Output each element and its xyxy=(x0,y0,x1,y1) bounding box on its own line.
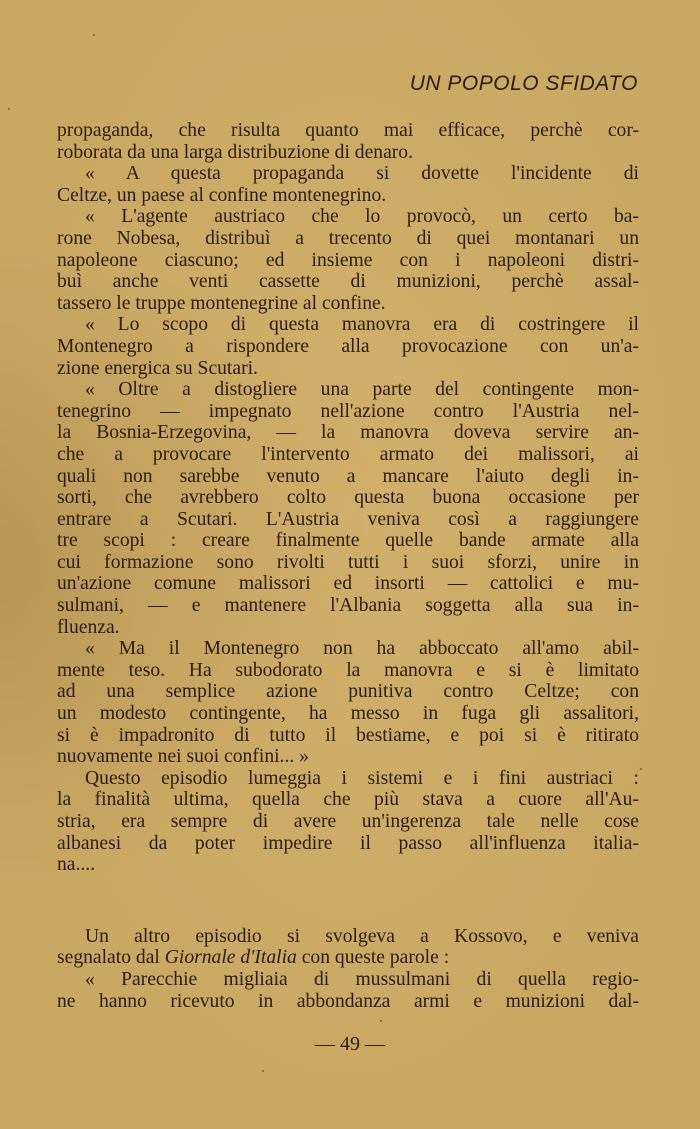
text-line: napoleone ciascuno; ed insieme con i napoleoni distri- xyxy=(57,249,639,271)
text-line: zione energica su Scutari. xyxy=(57,357,258,379)
text-line: cui formazione sono rivolti tutti i suoi sforzi, unire in xyxy=(57,551,639,573)
text-line: segnalato dal Giornale d'Italia con queste parole : xyxy=(57,947,450,969)
section-gap xyxy=(57,876,639,926)
text-line: « Oltre a distogliere una parte del contingente mon- xyxy=(85,379,639,401)
text-line: tenegrino — impegnato nell'azione contro l'Austria nel- xyxy=(57,400,639,422)
text-line: rone Nobesa, distribuì a trecento di quei montanari un xyxy=(57,227,639,249)
paragraph xyxy=(57,379,639,638)
text-line: si è impadronito di tutto il bestiame, e poi si è ritirato xyxy=(57,724,639,746)
text-line: na.... xyxy=(57,854,96,876)
paragraph xyxy=(57,314,639,379)
text-line: albanesi da poter impedire il passo all'influenza italia- xyxy=(57,832,639,854)
text-line: che a provocare l'intervento armato dei malissori, ai xyxy=(57,443,639,465)
text-line: la Bosnia-Erzegovina, — la manovra doveva servire an- xyxy=(57,422,639,444)
text-line: tre scopi : creare finalmente quelle bande armate alla xyxy=(57,530,639,552)
text-line: roborata da una larga distribuzione di denaro. xyxy=(57,141,414,163)
text-line: ad una semplice azione punitiva contro Celtze; con xyxy=(57,681,639,703)
paper-speck xyxy=(380,1020,382,1022)
paragraph xyxy=(57,206,639,314)
paper-speck xyxy=(8,108,10,110)
text-line: entrare a Scutari. L'Austria veniva così a raggiungere xyxy=(57,508,639,530)
text-line: nuovamente nei suoi confini... » xyxy=(57,746,309,768)
text-line: « Lo scopo di questa manovra era di costringere il xyxy=(85,314,639,336)
text-line: buì anche venti cassette di munizioni, perchè assal- xyxy=(57,271,639,293)
text-line: Questo episodio lumeggia i sistemi e i fini austriaci : xyxy=(85,767,639,789)
text-line: Montenegro a rispondere alla provocazione con un'a- xyxy=(57,335,639,357)
paper-speck xyxy=(93,34,95,36)
text-line: sulmani, — e mantenere l'Albania soggetta alla sua in- xyxy=(57,595,639,617)
paragraph xyxy=(57,120,639,163)
page-number: — 49 — xyxy=(315,1033,385,1055)
text-line: la finalità ultima, quella che più stava a cuore all'Au- xyxy=(57,789,639,811)
text-line: Celtze, un paese al confine montenegrino. xyxy=(57,184,387,206)
paragraph xyxy=(57,163,639,206)
body-text xyxy=(57,120,639,1012)
text-line: quali non sarebbe venuto a mancare l'aiuto degli in- xyxy=(57,465,639,487)
paragraph xyxy=(57,969,639,1012)
paper-speck xyxy=(640,768,642,770)
paragraph xyxy=(57,926,639,969)
text-line: sorti, che avrebbero colto questa buona occasione per xyxy=(57,487,639,509)
running-head: UN POPOLO SFIDATO xyxy=(409,72,638,95)
text-line: « A questa propaganda si dovette l'incidente di xyxy=(85,163,639,185)
text-line: stria, era sempre di avere un'ingerenza tale nelle cose xyxy=(57,811,639,832)
text-line: un'azione comune malissori ed insorti — cattolici e mu- xyxy=(57,573,639,595)
text-line: fluenza. xyxy=(57,616,120,638)
text-line: propaganda, che risulta quanto mai efficace, perchè cor- xyxy=(57,120,639,141)
text-line: « Parecchie migliaia di mussulmani di quella regio- xyxy=(85,968,639,990)
text-line: tassero le truppe montenegrine al confine. xyxy=(57,292,386,314)
text-line: « Ma il Montenegro non ha abboccato all'amo abil- xyxy=(85,638,639,660)
text-line: mente teso. Ha subodorato la manovra e si è limitato xyxy=(57,659,639,681)
text-line: « L'agente austriaco che lo provocò, un certo ba- xyxy=(85,206,639,228)
newspaper-title: Giornale d'Italia xyxy=(164,947,297,969)
paragraph xyxy=(57,768,639,876)
paper-speck xyxy=(262,1070,264,1072)
text-line: ne hanno ricevuto in abbondanza armi e munizioni dal- xyxy=(57,990,639,1012)
paragraph xyxy=(57,638,639,768)
text-line: un modesto contingente, ha messo in fuga gli assalitori, xyxy=(57,703,639,725)
text-line: Un altro episodio si svolgeva a Kossovo, e veniva xyxy=(85,925,639,947)
